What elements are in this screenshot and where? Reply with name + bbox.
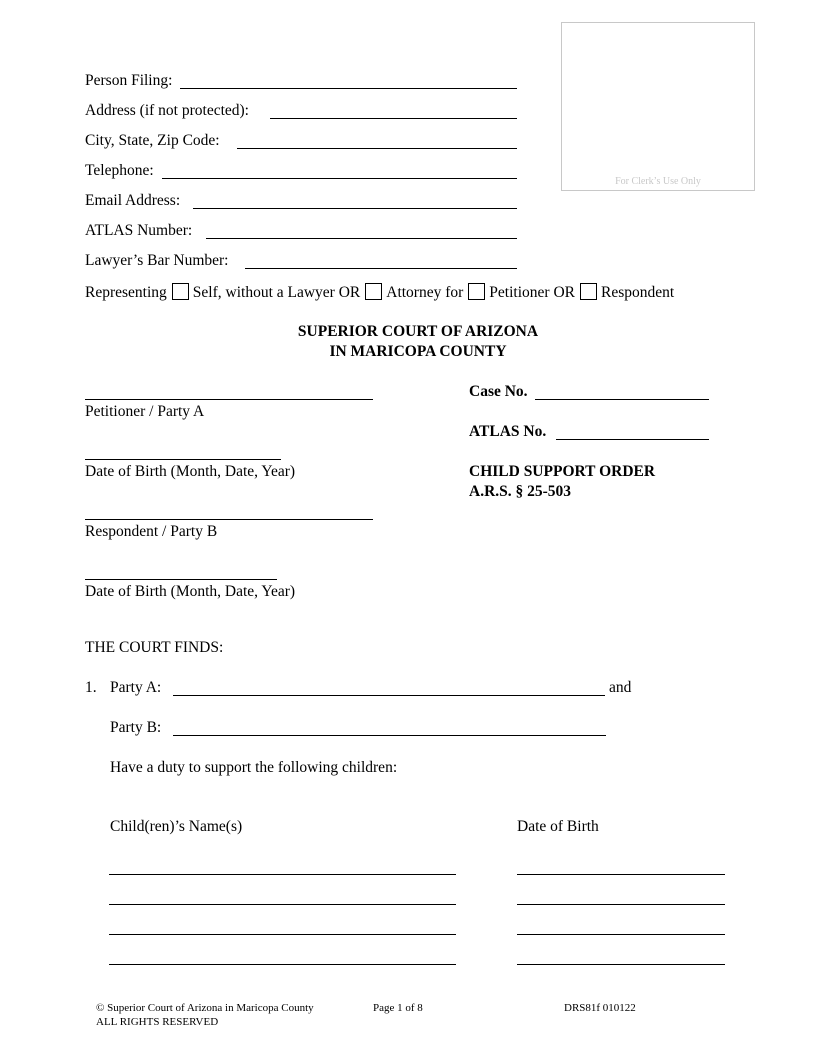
- child-name-field[interactable]: [109, 964, 456, 965]
- and-label: and: [609, 679, 632, 696]
- petitioner-dob-field[interactable]: [85, 459, 281, 460]
- representing-label: Representing: [85, 284, 167, 301]
- person-filing-field[interactable]: [180, 88, 517, 89]
- document-title: CHILD SUPPORT ORDER: [469, 463, 656, 480]
- telephone-field[interactable]: [162, 178, 517, 179]
- child-name-field[interactable]: [109, 934, 456, 935]
- respondent-label: Respondent / Party B: [85, 523, 218, 540]
- bar-number-label: Lawyer’s Bar Number:: [85, 252, 229, 269]
- representing-row: [85, 283, 674, 302]
- respondent-dob-label: Date of Birth (Month, Date, Year): [85, 583, 296, 600]
- attorney-checkbox[interactable]: [365, 283, 382, 300]
- child-dob-field[interactable]: [517, 934, 725, 935]
- court-name: SUPERIOR COURT OF ARIZONA: [297, 323, 539, 340]
- respondent-label: Respondent: [600, 284, 675, 301]
- child-dob-field[interactable]: [517, 874, 725, 875]
- footer-form-code: DRS81f 010122: [564, 1002, 636, 1014]
- email-field[interactable]: [193, 208, 517, 209]
- respondent-checkbox[interactable]: [580, 283, 597, 300]
- child-dob-field[interactable]: [517, 904, 725, 905]
- petitioner-checkbox[interactable]: [468, 283, 485, 300]
- address-field[interactable]: [270, 118, 517, 119]
- atlas-field[interactable]: [206, 238, 517, 239]
- atlas-label: ATLAS Number:: [85, 222, 193, 239]
- party-a-label: Party A:: [110, 679, 162, 696]
- children-dob-header: Date of Birth: [517, 818, 599, 835]
- respondent-name-field[interactable]: [85, 519, 373, 520]
- party-b-label: Party B:: [110, 719, 162, 736]
- party-b-field[interactable]: [173, 735, 606, 736]
- atlas-no-label: ATLAS No.: [469, 423, 547, 440]
- statute-reference: A.R.S. § 25-503: [469, 483, 572, 500]
- party-a-field[interactable]: [173, 695, 605, 696]
- self-label: Self, without a Lawyer OR: [192, 284, 361, 301]
- self-checkbox[interactable]: [172, 283, 189, 300]
- petitioner-label: Petitioner / Party A: [85, 403, 205, 420]
- respondent-dob-field[interactable]: [85, 579, 277, 580]
- petitioner-name-field[interactable]: [85, 399, 373, 400]
- children-names-header: Child(ren)’s Name(s): [110, 818, 243, 835]
- clerk-use-label: For Clerk’s Use Only: [615, 176, 701, 187]
- atlas-no-field[interactable]: [556, 439, 709, 440]
- duty-statement: Have a duty to support the following children:: [110, 759, 398, 776]
- clerk-use-box: [561, 22, 755, 191]
- footer-copyright: © Superior Court of Arizona in Maricopa County: [96, 1002, 314, 1014]
- petitioner-dob-label: Date of Birth (Month, Date, Year): [85, 463, 296, 480]
- petitioner-label: Petitioner OR: [489, 284, 575, 301]
- child-dob-field[interactable]: [517, 964, 725, 965]
- item-number: 1.: [85, 679, 97, 696]
- footer-page-number: Page 1 of 8: [373, 1002, 423, 1014]
- email-label: Email Address:: [85, 192, 181, 209]
- child-name-field[interactable]: [109, 874, 456, 875]
- case-no-label: Case No.: [469, 383, 528, 400]
- city-field[interactable]: [237, 148, 517, 149]
- city-label: City, State, Zip Code:: [85, 132, 220, 149]
- person-filing-label: Person Filing:: [85, 72, 173, 89]
- findings-heading: THE COURT FINDS:: [85, 639, 224, 656]
- footer-rights: ALL RIGHTS RESERVED: [96, 1016, 219, 1028]
- bar-number-field[interactable]: [245, 268, 517, 269]
- court-county: IN MARICOPA COUNTY: [329, 343, 507, 360]
- telephone-label: Telephone:: [85, 162, 154, 179]
- child-name-field[interactable]: [109, 904, 456, 905]
- address-label: Address (if not protected):: [85, 102, 249, 119]
- case-no-field[interactable]: [535, 399, 709, 400]
- attorney-label: Attorney for: [386, 284, 464, 301]
